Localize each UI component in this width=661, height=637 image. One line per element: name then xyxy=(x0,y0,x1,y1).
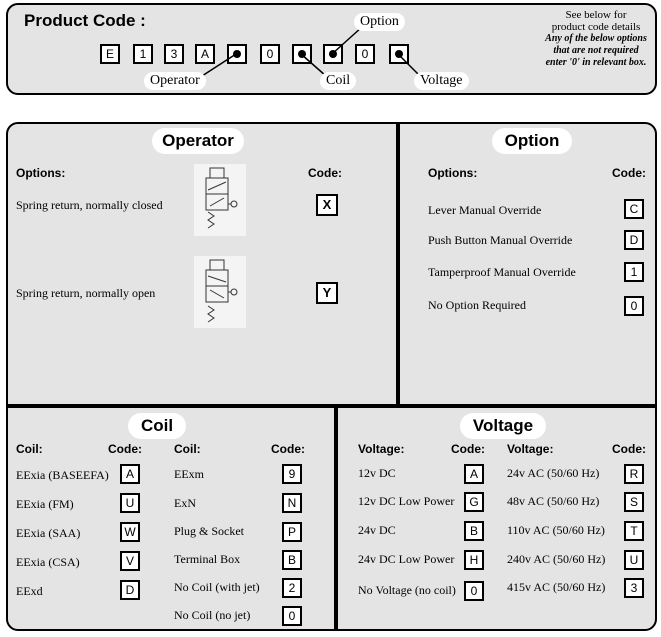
voltage-left-5-code: 0 xyxy=(464,581,484,601)
coil-title: Coil xyxy=(128,413,186,439)
coil-right-4-label: Terminal Box xyxy=(174,552,241,566)
code-box-3: 3 xyxy=(164,44,184,64)
valve-normally-closed-icon xyxy=(194,164,246,236)
coil-right-2-code: N xyxy=(282,493,302,513)
coil-right-6-label: No Coil (no jet) xyxy=(174,608,251,622)
product-code-panel xyxy=(6,3,657,95)
coil-left-4-code: V xyxy=(120,551,140,571)
voltage-right-1-label: 24v AC (50/60 Hz) xyxy=(507,466,600,480)
valve-normally-open-icon xyxy=(194,256,246,328)
coil-right-3-code: P xyxy=(282,522,302,542)
coil-right-4-code: B xyxy=(282,550,302,570)
code-box-2: 1 xyxy=(133,44,153,64)
coil-right-5-label: No Coil (with jet) xyxy=(174,580,260,594)
voltage-left-4-label: 24v DC Low Power xyxy=(358,552,455,566)
voltage-left-2-label: 12v DC Low Power xyxy=(358,494,455,508)
code-box-1: E xyxy=(100,44,120,64)
coil-left-1-code: A xyxy=(120,464,140,484)
option-label: Option xyxy=(354,13,405,31)
voltage-left-2-code: G xyxy=(464,492,484,512)
voltage-left-1-label: 12v DC xyxy=(358,466,396,480)
voltage-label: Voltage xyxy=(414,72,469,90)
coil-left-3-label: EExia (SAA) xyxy=(16,526,81,540)
option-title: Option xyxy=(492,128,572,154)
voltage-left-header: Voltage: xyxy=(358,442,405,456)
coil-left-code-header: Code: xyxy=(108,442,142,456)
coil-right-6-code: 0 xyxy=(282,606,302,626)
details-note-line1: See below for xyxy=(565,9,627,21)
option-options-header: Options: xyxy=(428,166,478,180)
voltage-left-1-code: A xyxy=(464,464,484,484)
coil-left-1-label: EExia (BASEEFA) xyxy=(16,468,109,482)
vertical-divider-bottom xyxy=(334,408,338,631)
code-box-6: 0 xyxy=(260,44,280,64)
voltage-right-code-header: Code: xyxy=(612,442,646,456)
coil-right-header: Coil: xyxy=(174,442,201,456)
specification-panel xyxy=(6,122,657,631)
voltage-right-2-label: 48v AC (50/60 Hz) xyxy=(507,494,600,508)
code-box-4: A xyxy=(195,44,215,64)
voltage-left-5-label: No Voltage (no coil) xyxy=(358,583,456,597)
option-code-header: Code: xyxy=(612,166,646,180)
voltage-right-3-code: T xyxy=(624,521,644,541)
option-item-1-code: C xyxy=(624,199,644,219)
coil-left-5-label: EExd xyxy=(16,584,43,598)
option-item-3-code: 1 xyxy=(624,262,644,282)
operator-item-1-label: Spring return, normally closed xyxy=(16,198,163,212)
coil-right-5-code: 2 xyxy=(282,578,302,598)
voltage-right-5-label: 415v AC (50/60 Hz) xyxy=(507,580,606,594)
option-item-3-label: Tamperproof Manual Override xyxy=(428,265,576,279)
voltage-left-3-label: 24v DC xyxy=(358,523,396,537)
voltage-title: Voltage xyxy=(460,413,546,439)
voltage-left-3-code: B xyxy=(464,521,484,541)
coil-left-2-label: EExia (FM) xyxy=(16,497,74,511)
operator-label: Operator xyxy=(144,72,206,90)
voltage-right-3-label: 110v AC (50/60 Hz) xyxy=(507,523,605,537)
option-item-1-label: Lever Manual Override xyxy=(428,203,542,217)
horizontal-divider xyxy=(8,404,657,408)
voltage-right-4-label: 240v AC (50/60 Hz) xyxy=(507,552,606,566)
voltage-right-5-code: 3 xyxy=(624,578,644,598)
details-note-line2: product code details xyxy=(551,21,641,33)
operator-item-2-label: Spring return, normally open xyxy=(16,286,156,300)
coil-left-4-label: EExia (CSA) xyxy=(16,555,80,569)
product-code-title: Product Code : xyxy=(24,11,146,30)
coil-left-2-code: U xyxy=(120,493,140,513)
option-item-2-code: D xyxy=(624,230,644,250)
option-item-4-code: 0 xyxy=(624,296,644,316)
coil-left-header: Coil: xyxy=(16,442,43,456)
option-item-4-label: No Option Required xyxy=(428,298,526,312)
operator-title: Operator xyxy=(152,128,244,154)
coil-left-5-code: D xyxy=(120,580,140,600)
coil-right-1-label: EExm xyxy=(174,467,204,481)
operator-item-2-code: Y xyxy=(316,282,338,304)
coil-right-3-label: Plug & Socket xyxy=(174,524,245,538)
coil-left-3-code: W xyxy=(120,522,140,542)
code-box-9: 0 xyxy=(355,44,375,64)
operator-item-1-code: X xyxy=(316,194,338,216)
voltage-right-header: Voltage: xyxy=(507,442,554,456)
coil-label: Coil xyxy=(320,72,356,90)
coil-right-1-code: 9 xyxy=(282,464,302,484)
operator-code-header: Code: xyxy=(308,166,342,180)
details-note xyxy=(538,9,654,69)
voltage-left-code-header: Code: xyxy=(451,442,485,456)
option-item-2-label: Push Button Manual Override xyxy=(428,233,573,247)
voltage-left-4-code: H xyxy=(464,550,484,570)
details-note-italic: Any of the below options that are not required enter '0' in relevant box. xyxy=(545,33,647,68)
voltage-right-1-code: R xyxy=(624,464,644,484)
voltage-right-4-code: U xyxy=(624,550,644,570)
voltage-right-2-code: S xyxy=(624,492,644,512)
coil-right-2-label: ExN xyxy=(174,496,196,510)
vertical-divider-top xyxy=(396,124,400,404)
operator-options-header: Options: xyxy=(16,166,66,180)
coil-right-code-header: Code: xyxy=(271,442,305,456)
